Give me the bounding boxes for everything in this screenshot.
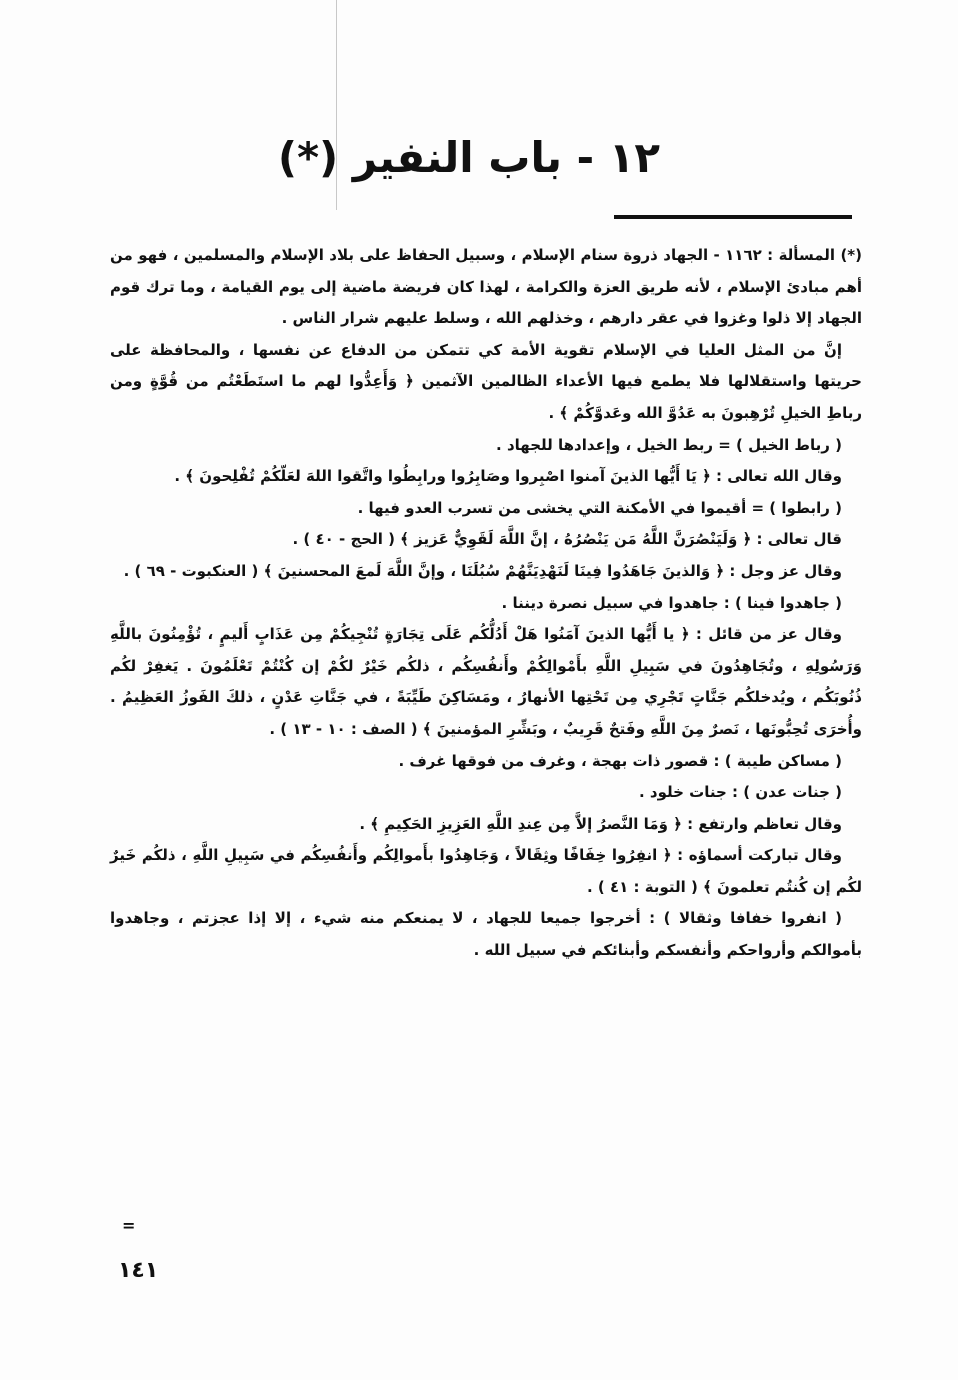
- gloss-paragraph: ( رباط الخيل ) = ربط الخيل ، وإعدادها للجهاد .: [496, 435, 842, 454]
- continuation-mark: =: [122, 1216, 136, 1235]
- page-body: [110, 240, 862, 967]
- chapter-title: ١٢ - باب النفير (*): [277, 133, 660, 182]
- verse-paragraph: وقال تعاظم وارتفع : ﴿ وَمَا النَّصرُ إلاَّ مِن عِندِ اللَّهِ العَزِيزِ الحَكِيمِ ﴾ .: [359, 814, 842, 833]
- body-paragraph: إنَّ من المثل العليا في الإسلام تقوية الأمة كي تتمكن من الدفاع عن نفسها ، والمحافظة على حريتها واستقلالها فلا يطمع فيها الأعداء الظالمين الآثمين ﴿ وَأَعِدُّوا لهم ما استَطَعْتُم من قُوَّةٍ ومن رباطِ الخيلِ تُرْهِبونَ به عَدُوَّ الله وعَدوَّكُمْ ﴾ .: [110, 340, 862, 422]
- verse-paragraph: قال تعالى : ﴿ وَلَيَنْصُرَنَّ اللَّهُ مَن يَنْصُرُهُ ، إنَّ اللَّهَ لَقَوِيٌّ عَزيز ﴾ ( الحج - ٤٠ ) .: [292, 530, 842, 549]
- footnote-paragraph: (*) المسألة : ١١٦٢ - الجهاد ذروة سنام الإسلام ، وسبيل الحفاظ على بلاد الإسلام والمسلمين ، فهو من أهم مبادئ الإسلام ، لأنه طريق العزة والكرامة ، لهذا كان فريضة ماضية إلى يوم القيامة ، وما ترك قوم الجهاد إلا ذلوا وغزوا في عقر دارهم ، وخذلهم الله ، وسلط عليهم شرار الناس .: [110, 246, 862, 328]
- verse-paragraph: وقال تباركت أسماؤه : ﴿ انفِرُوا خِفَافًا وثِقَالاً ، وَجَاهِدُوا بأَموالِكُم وأَنفُسِكُم في سَبِيلِ اللَّهِ ، ذلكُم خَيرٌ لكُم إن كُنتُم تعلمونَ ﴾ ( التوبة : ٤١ ) .: [110, 846, 862, 896]
- page-number: ١٤١: [118, 1258, 159, 1283]
- gloss-paragraph: ( جنات عدن ) : جنات خلود .: [639, 783, 842, 802]
- gloss-paragraph: ( مساكن طيبة ) : قصور ذات بهجة ، وغرف من فوقها غرف .: [398, 751, 842, 770]
- gloss-paragraph: ( رابطوا ) = أقيموا في الأمكنة التي يخشى من تسرب العدو فيها .: [357, 498, 842, 517]
- verse-paragraph: وقال عز وجل : ﴿ وَالذينَ جَاهَدُوا فِينَا لَنَهْدِيَنَّهُمْ سُبُلَنَا ، وإنَّ اللَّهَ لَمعَ المحسنينَ ﴾ ( العنكبوت - ٦٩ ) .: [123, 561, 842, 580]
- verse-paragraph: وقال عز من قائل : ﴿ يا أَيُّها الذينَ آمَنُوا هَلْ أَدُلُّكُم عَلَى تِجَارَةٍ تُنْجِيكُمْ مِن عَذَابٍ أَليمٍ ، تُؤْمِنُونَ باللَّهِ وَرَسُولِهِ ، وتُجَاهِدُونَ في سَبِيلِ اللَّهِ بأَمْوالِكُمْ وأَنفُسِكُم ، ذلكُم خَيْرٌ لكُمْ إن كُنْتُمْ تَعْلَمُونَ . يَغفِرْ لكُم ذُنُوبَكُم ، ويُدخلكُم جَنَّاتٍ تَجْرِي مِن تَحْتِها الأنهارُ ، ومَسَاكِنَ طَيِّبَةً ، في جَنَّاتِ عَدْنٍ ، ذلكَ الفَوزُ العَظِيمُ . وأُخرَى تُحِبُّونَها ، نَصرٌ مِنَ اللَّهِ وفَتحٌ قَرِيبٌ ، وبَشِّرِ المؤمنينَ ﴾ ( الصف : ١٠ - ١٣ ) .: [110, 625, 862, 738]
- gloss-paragraph: ( جاهدوا فينا ) : جاهدوا في سبيل نصرة ديننا .: [501, 593, 842, 612]
- gloss-paragraph: ( انفروا خفافا وثقالا ) : أخرجوا جميعا للجهاد ، لا يمنعكم منه شيء ، إلا إذا عجزتم ، وجاهدوا بأموالكم وأرواحكم وأنفسكم وأبنائكم في سبيل الله .: [110, 909, 862, 960]
- verse-paragraph: وقال الله تعالى : ﴿ يَا أَيُّها الذينَ آمنوا اصْبِروا وصَابِرُوا ورابِطُوا واتَّقوا اللهَ لعَلّكُمْ تُفْلِحونَ ﴾ .: [174, 467, 842, 486]
- title-rule: [614, 215, 852, 219]
